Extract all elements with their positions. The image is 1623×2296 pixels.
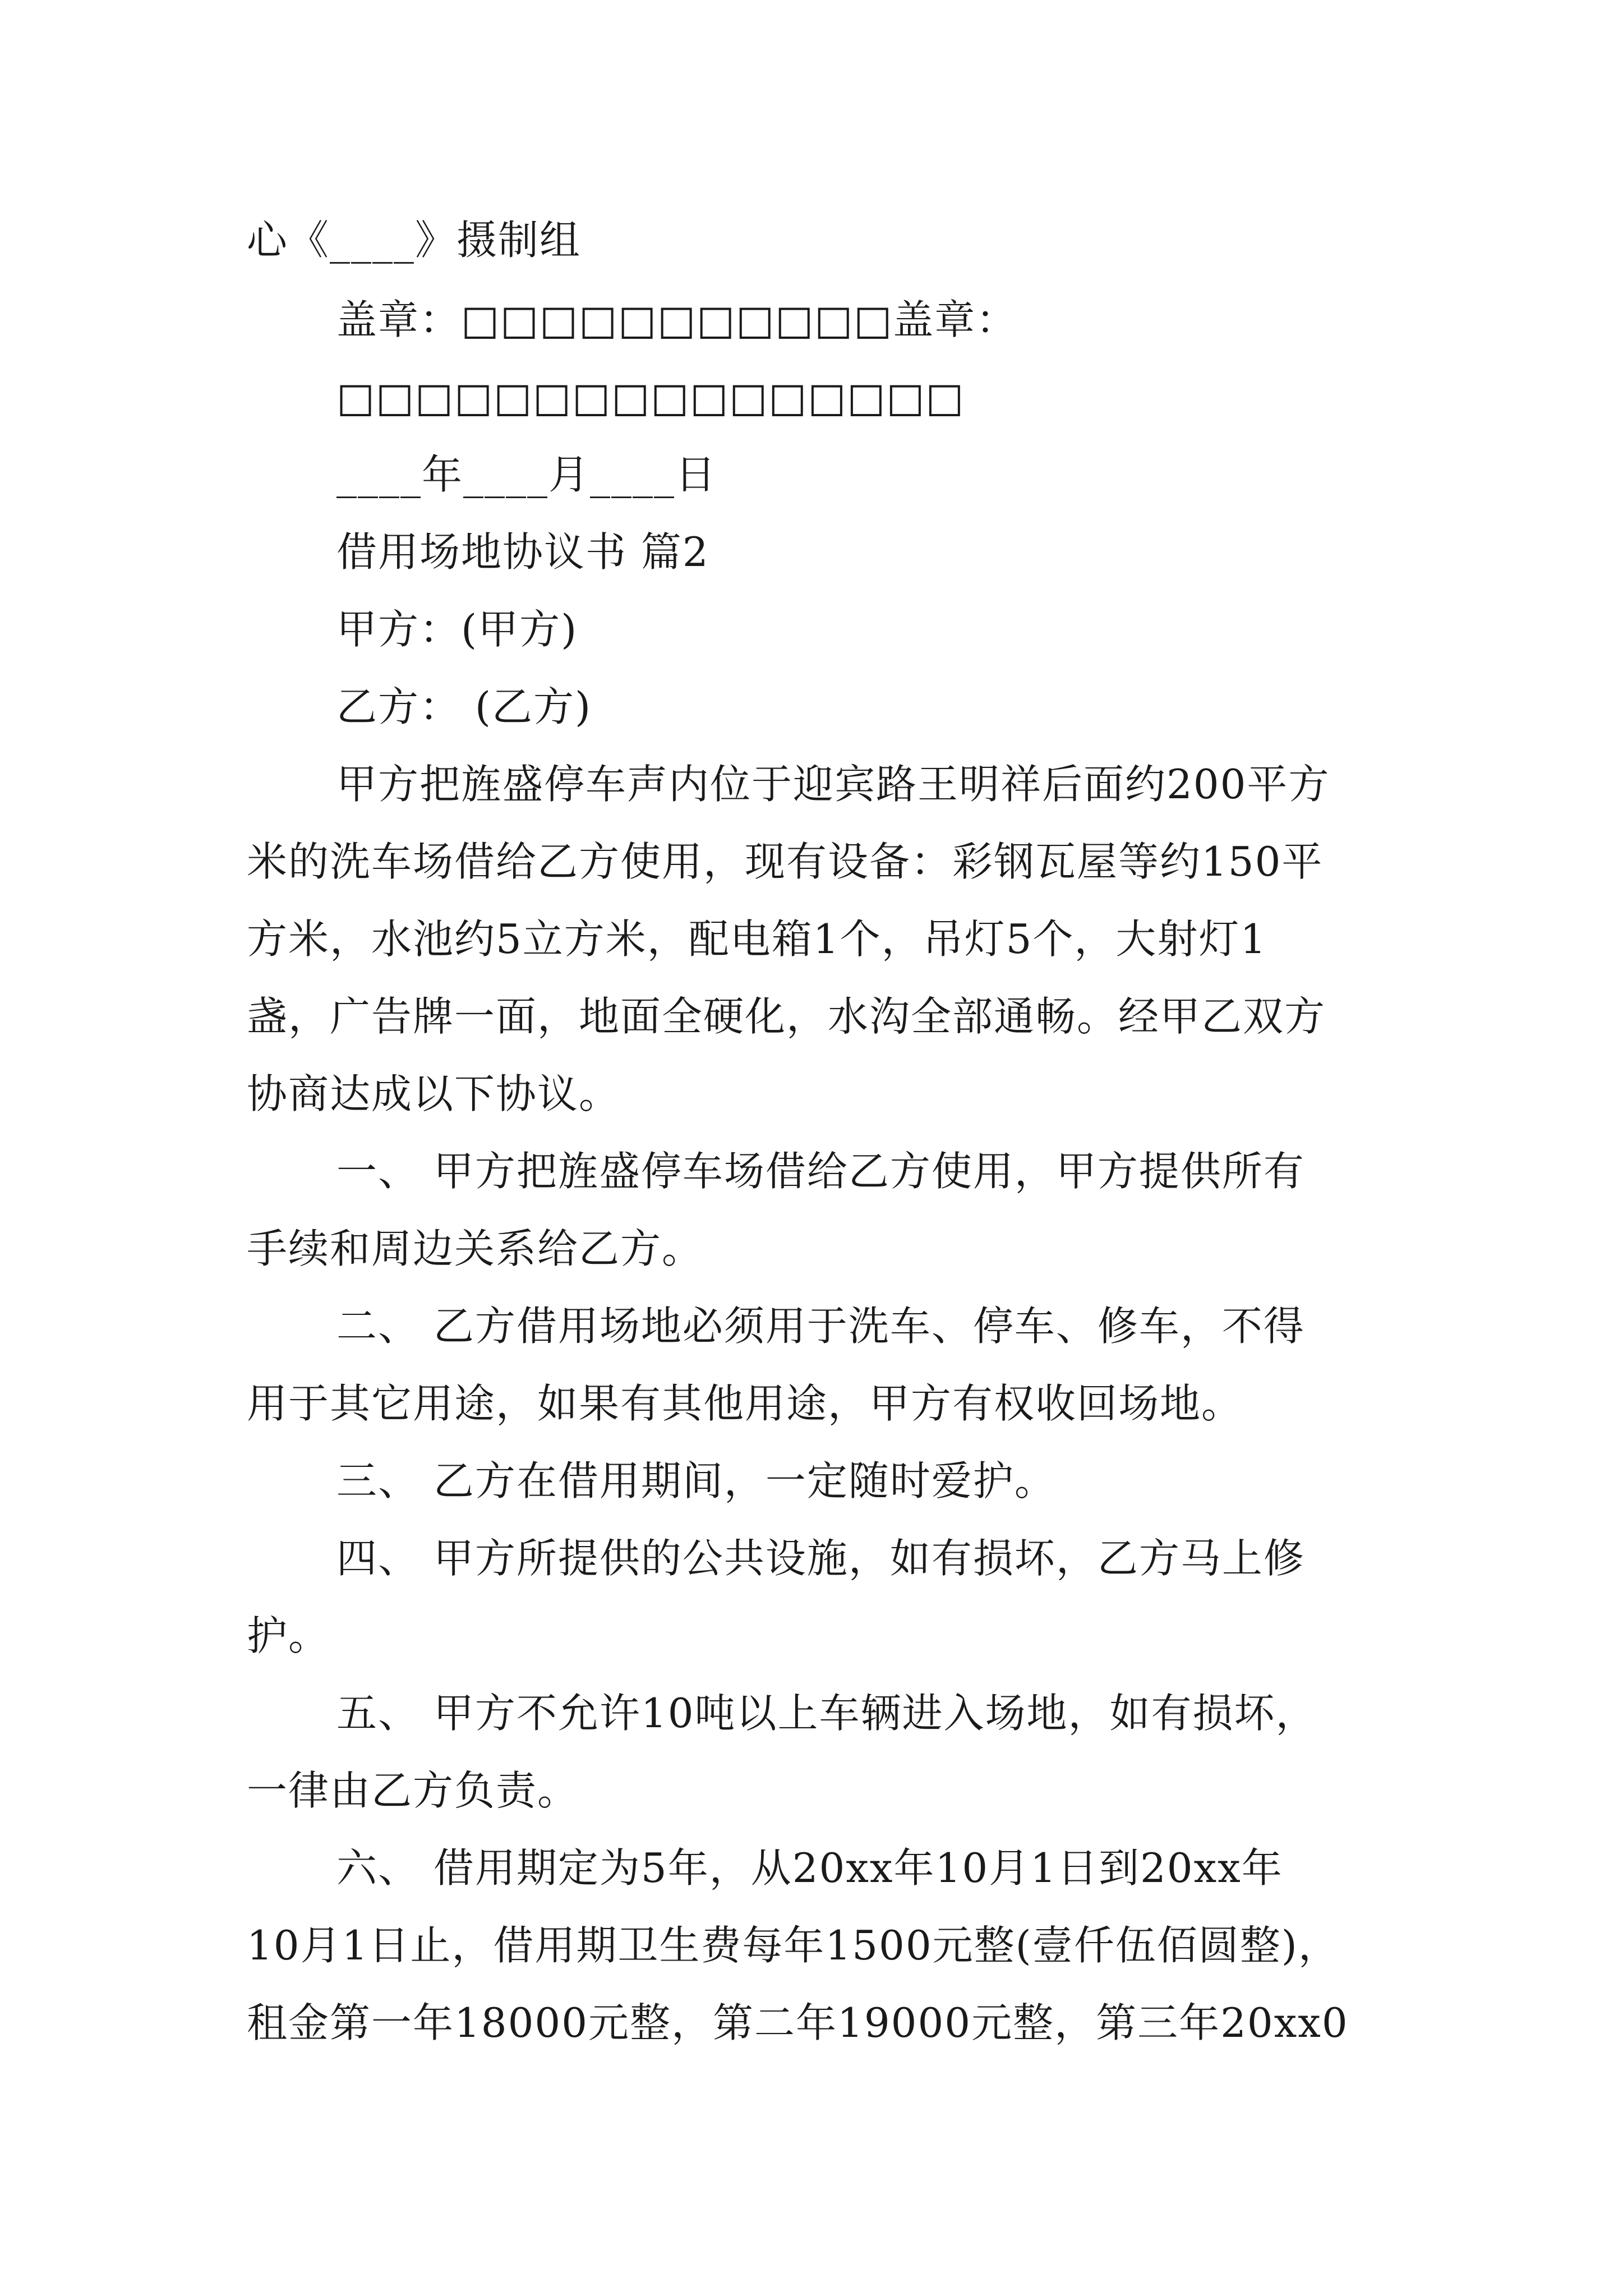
- text-line-22: 六、 借用期定为5年，从20xx年10月1日到20xx年: [336, 1844, 1283, 1892]
- text-line-18: 四、 甲方所提供的公共设施，如有损坏，乙方马上修: [336, 1535, 1305, 1582]
- text-line-20: 五、 甲方不允许10吨以上车辆进入场地，如有损坏，: [336, 1690, 1317, 1737]
- text-line-23: 10月1日止，借用期卫生费每年1500元整(壹仟伍佰圆整)，: [247, 1922, 1340, 1969]
- text-line-21: 一律由乙方负责。: [247, 1767, 579, 1814]
- text-line-13: 一、 甲方把旌盛停车场借给乙方使用，甲方提供所有: [336, 1148, 1305, 1195]
- text-line-4: ____年____月____日: [336, 451, 717, 498]
- text-line-2: 盖章：□□□□□□□□□□□盖章：: [336, 296, 1018, 343]
- text-line-12: 协商达成以下协议。: [247, 1070, 621, 1117]
- text-line-19: 护。: [247, 1612, 330, 1659]
- text-line-9: 米的洗车场借给乙方使用，现有设备：彩钢瓦屋等约150平: [247, 838, 1324, 885]
- text-line-17: 三、 乙方在借用期间，一定随时爱护。: [336, 1457, 1056, 1504]
- text-line-10: 方米，水池约5立方米，配电箱1个，吊灯5个，大射灯1: [247, 915, 1267, 963]
- text-line-11: 盏，广告牌一面，地面全硬化，水沟全部通畅。经甲乙双方: [247, 993, 1326, 1040]
- text-line-15: 二、 乙方借用场地必须用于洗车、停车、修车，不得: [336, 1303, 1305, 1350]
- text-line-16: 用于其它用途，如果有其他用途，甲方有权收回场地。: [247, 1380, 1243, 1427]
- text-line-5: 借用场地协议书 篇2: [336, 528, 709, 576]
- text-line-8: 甲方把旌盛停车声内位于迎宾路王明祥后面约200平方: [336, 761, 1330, 808]
- text-line-6: 甲方：(甲方): [336, 606, 578, 653]
- text-line-14: 手续和周边关系给乙方。: [247, 1225, 704, 1272]
- text-line-24: 租金第一年18000元整，第二年19000元整，第三年20xx0: [247, 1999, 1349, 2046]
- text-line-1: 心《____》摄制组: [247, 217, 582, 264]
- text-line-7: 乙方： (乙方): [336, 683, 592, 730]
- text-line-3: □□□□□□□□□□□□□□□□: [336, 374, 965, 421]
